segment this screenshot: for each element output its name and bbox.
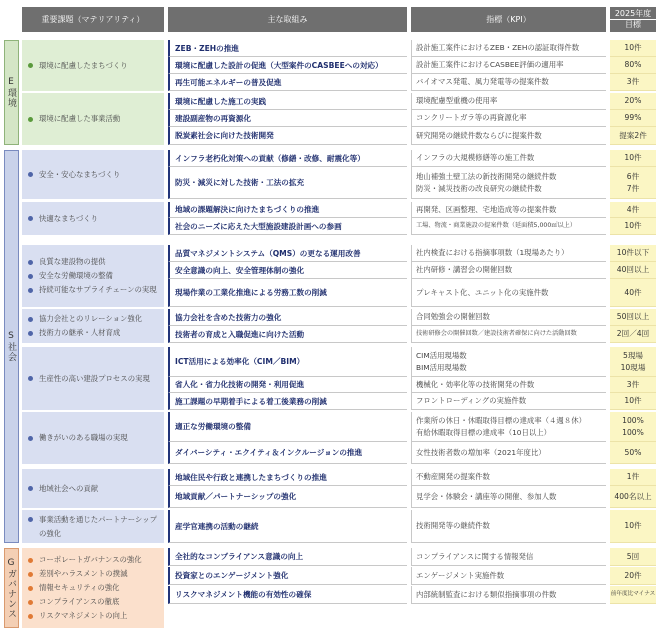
target-cell [610,110,656,127]
target-value: 100% [622,415,644,425]
target-cell [610,245,656,262]
kpi-text: 環境配慮型重機の使用率 [416,96,498,106]
initiative-cell: 技術者の育成と入職促進に向けた活動 [168,326,407,343]
kpi-text: 再開発、区画整理、宅地造成等の提案件数 [416,204,557,214]
initiative-cell: 再生可能エネルギーの普及促進 [168,74,407,91]
header-kpi: 指標（KPI） [411,7,606,32]
target-cell [610,442,656,464]
initiative-cell: 品質マネジメントシステム（QMS）の更なる運用改善 [168,245,407,262]
kpi-text: 技術研修会の開催回数／建設技術者確保に向けた活動回数 [416,330,577,338]
kpi-cell [411,127,606,145]
initiative-cell: 全社的なコンプライアンス意識の向上 [168,548,407,566]
kpi-text: エンゲージメント実施件数 [416,570,505,580]
target-cell [610,57,656,74]
kpi-cell [411,150,606,167]
target-cell [610,167,656,199]
initiative-cell: 産学官連携の活動の継続 [168,510,407,543]
target-value: 10件以下 [616,248,650,258]
target-cell [610,393,656,410]
initiative-cell: 環境に配慮した設計の促進（大型案件のCASBEEへの対応） [168,57,407,74]
target-value: 10件 [624,153,642,163]
initiative-cell: 地域の課題解決に向けたまちづくりの推進 [168,202,407,218]
target-value: 10件 [624,521,642,531]
target-value: 20% [624,96,642,106]
header-target-label: 目標 [625,20,641,29]
initiative-cell: ダイバーシティ・エクイティ＆インクルージョンの推進 [168,442,407,464]
kpi-cell [411,110,606,127]
target-cell [610,202,656,218]
target-value: 10件 [624,43,642,53]
kpi-cell [411,93,606,110]
kpi-cell [411,586,606,604]
materiality-item: 環境に配慮したまちづくり [28,59,158,73]
target-value: 提案2件 [619,130,647,140]
materiality-item: 協力会社とのリレーション強化 [28,312,158,326]
materiality-item: 差別やハラスメントの撲滅 [28,567,158,581]
kpi-cell [411,218,606,235]
materiality-item: リスクマネジメントの向上 [28,609,158,623]
materiality-box-e1 [22,40,164,91]
initiative-cell: 省人化・省力化技術の開発・利用促進 [168,377,407,393]
materiality-box-s8 [22,510,164,543]
target-cell [610,347,656,377]
materiality-item: 情報セキュリティの強化 [28,581,158,595]
target-value: 4件 [626,204,640,214]
target-value: 50回以上 [616,312,650,322]
target-cell [610,309,656,326]
kpi-text: 技術開発等の継続件数 [416,521,490,531]
kpi-text: バイオマス発電、風力発電等の提案件数 [416,77,549,87]
target-value: 10件 [624,396,642,406]
initiative-cell: 社会のニーズに応えた大型施設建設計画への参画 [168,218,407,235]
materiality-box-s3 [22,245,164,307]
target-value: 100% [622,427,644,437]
initiative-cell: リスクマネジメント機能の有効性の確保 [168,586,407,604]
target-cell [610,279,656,307]
kpi-cell [411,245,606,262]
target-cell [610,127,656,145]
kpi-cell [411,279,606,307]
materiality-box-e2 [22,93,164,145]
kpi-text: フロントローディングの実施件数 [416,396,527,406]
initiative-cell: ICT活用による効率化（CIM／BIM） [168,347,407,377]
target-cell [610,262,656,279]
kpi-text: 防災・減災技術の改良研究の継続件数 [416,183,542,193]
target-value: 3件 [626,77,640,87]
kpi-text: 不動産開発の提案件数 [416,472,490,482]
target-value: 5現場 [622,350,644,360]
materiality-box-s2 [22,202,164,235]
target-cell [610,377,656,393]
materiality-item: 持続可能なサプライチェーンの実現 [28,283,158,297]
kpi-text: 作業所の休日・休暇取得目標の達成率（４週８休） [416,416,586,426]
kpi-text: 合同勉強会の開催回数 [416,312,490,322]
initiative-cell: ZEB・ZEHの推進 [168,40,407,57]
kpi-text: インフラの大規模修繕等の施工件数 [416,153,535,163]
target-cell [610,40,656,57]
initiative-cell: 地域住民や行政と連携したまちづくりの推進 [168,469,407,486]
target-cell [610,218,656,235]
kpi-text: 見学会・体験会・講座等の開催、参加人数 [416,491,557,501]
kpi-cell [411,309,606,326]
kpi-cell [411,393,606,410]
kpi-cell [411,567,606,585]
kpi-text: 工場、物流・商業施設の提案件数（延面積5,000㎡以上） [416,222,577,230]
materiality-item: 環境に配慮した事業活動 [28,112,158,126]
header-materiality: 重要課題（マテリアリティ） [22,7,164,32]
kpi-cell [411,167,606,199]
materiality-item: 地域社会への貢献 [28,482,158,496]
target-cell [610,150,656,167]
kpi-cell [411,40,606,57]
target-value: 1件 [626,472,640,482]
kpi-cell [411,74,606,91]
target-cell [610,326,656,343]
kpi-cell [411,377,606,393]
target-value: 3件 [626,379,640,389]
kpi-cell [411,486,606,508]
materiality-box-s7 [22,469,164,508]
initiative-cell: 安全意識の向上、安全管理体制の強化 [168,262,407,279]
kpi-cell [411,412,606,442]
materiality-item: コーポレートガバナンスの強化 [28,553,158,567]
kpi-cell [411,57,606,74]
target-cell [610,567,656,585]
kpi-text: コンプライアンスに関する情報発信 [416,551,534,561]
materiality-box-s6 [22,412,164,464]
initiative-cell: 建設副産物の再資源化 [168,110,407,127]
target-value: 10現場 [620,362,646,372]
materiality-item: 快適なまちづくり [28,212,158,226]
materiality-item: 安全な労働環境の整備 [28,269,158,283]
target-value: 6件 [626,171,640,181]
kpi-text: コンクリートガラ等の再資源化率 [416,113,527,123]
target-value: 2回／4回 [616,329,650,339]
target-cell [610,469,656,486]
kpi-cell [411,510,606,543]
header-initiatives: 主な取組み [168,7,407,32]
target-value: 40件 [624,287,642,297]
kpi-cell [411,202,606,218]
target-cell [610,486,656,508]
header-year: 2025年度 [614,9,652,18]
initiative-cell: 環境に配慮した施工の実践 [168,93,407,110]
kpi-text: 研究開発の継続件数ならびに提案件数 [416,130,542,140]
materiality-item: 技術力の継承・人材育成 [28,326,158,340]
section-label-environment: E環境 [4,40,19,145]
target-value: 5回 [626,551,640,561]
kpi-cell [411,548,606,566]
materiality-item: 事業活動を通じたパートナーシップの強化 [28,513,158,541]
target-value: 80% [624,60,642,70]
target-value: 99% [624,113,642,123]
initiative-cell: 協力会社を含めた技術力の強化 [168,309,407,326]
materiality-box-s1 [22,150,164,199]
target-value: 50% [624,447,642,457]
target-value: 7件 [626,183,640,193]
target-cell [610,93,656,110]
kpi-cell [411,469,606,486]
section-label-governance: Gガバナンス [4,548,19,628]
materiality-box-s4 [22,309,164,343]
target-value: 10件 [624,221,642,231]
materiality-item: 良質な建設物の提供 [28,255,158,269]
kpi-cell [411,347,606,377]
kpi-text: 社内検査における指摘事項数（1現場あたり） [416,248,569,258]
target-value: 400名以上 [614,491,652,501]
header-target [610,7,656,32]
target-cell [610,74,656,91]
target-cell [610,586,656,604]
target-cell [610,412,656,442]
target-cell [610,510,656,543]
initiative-cell: 脱炭素社会に向けた技術開発 [168,127,407,145]
materiality-item: コンプライアンスの徹底 [28,595,158,609]
materiality-item: 働きがいのある職場の実現 [28,431,158,445]
initiative-cell: 防災・減災に対した技術・工法の拡充 [168,167,407,199]
section-label-social: S社会 [4,150,19,543]
kpi-cell [411,262,606,279]
target-value: 20件 [624,570,642,580]
target-value: 前年度比マイナス [610,591,656,598]
kpi-cell [411,442,606,464]
materiality-box-s5 [22,347,164,410]
kpi-text: CIM活用現場数 [416,351,467,361]
kpi-text: プレキャスト化、ユニット化の実施件数 [416,287,549,297]
initiative-cell: インフラ老朽化対策への貢献（修繕・改修、耐震化等） [168,150,407,167]
kpi-text: 設計施工案件におけるCASBEE評価の適用率 [416,60,564,70]
kpi-text: 内部統制監査における類似指摘事項の件数 [416,589,557,599]
target-value: 40回以上 [616,265,650,275]
kpi-text: 機械化・効率化等の技術開発の件数 [416,379,535,389]
initiative-cell: 地域貢献／パートナーシップの強化 [168,486,407,508]
kpi-text: 設計施工案件におけるZEB・ZEHの認証取得件数 [416,43,580,53]
kpi-text: 女性技術者数の増加率（2021年度比） [416,447,546,457]
kpi-text: BIM活用現場数 [416,362,467,372]
kpi-text: 社内研修・講習会の開催回数 [416,265,513,275]
initiative-cell: 投資家とのエンゲージメント強化 [168,567,407,585]
materiality-item: 生産性の高い建設プロセスの実現 [28,372,158,386]
materiality-box-g1 [22,548,164,628]
initiative-cell: 適正な労働環境の整備 [168,412,407,442]
kpi-cell [411,326,606,343]
initiative-cell: 施工課題の早期着手による着工後業務の削減 [168,393,407,410]
kpi-text: 有給休暇取得目標の達成率（10日以上） [416,427,552,437]
initiative-cell: 現場作業の工業化推進による労務工数の削減 [168,279,407,307]
kpi-text: 地山補強土壁工法の新技術開発の継続件数 [416,172,557,182]
materiality-item: 安全・安心なまちづくり [28,168,158,182]
target-cell [610,548,656,566]
